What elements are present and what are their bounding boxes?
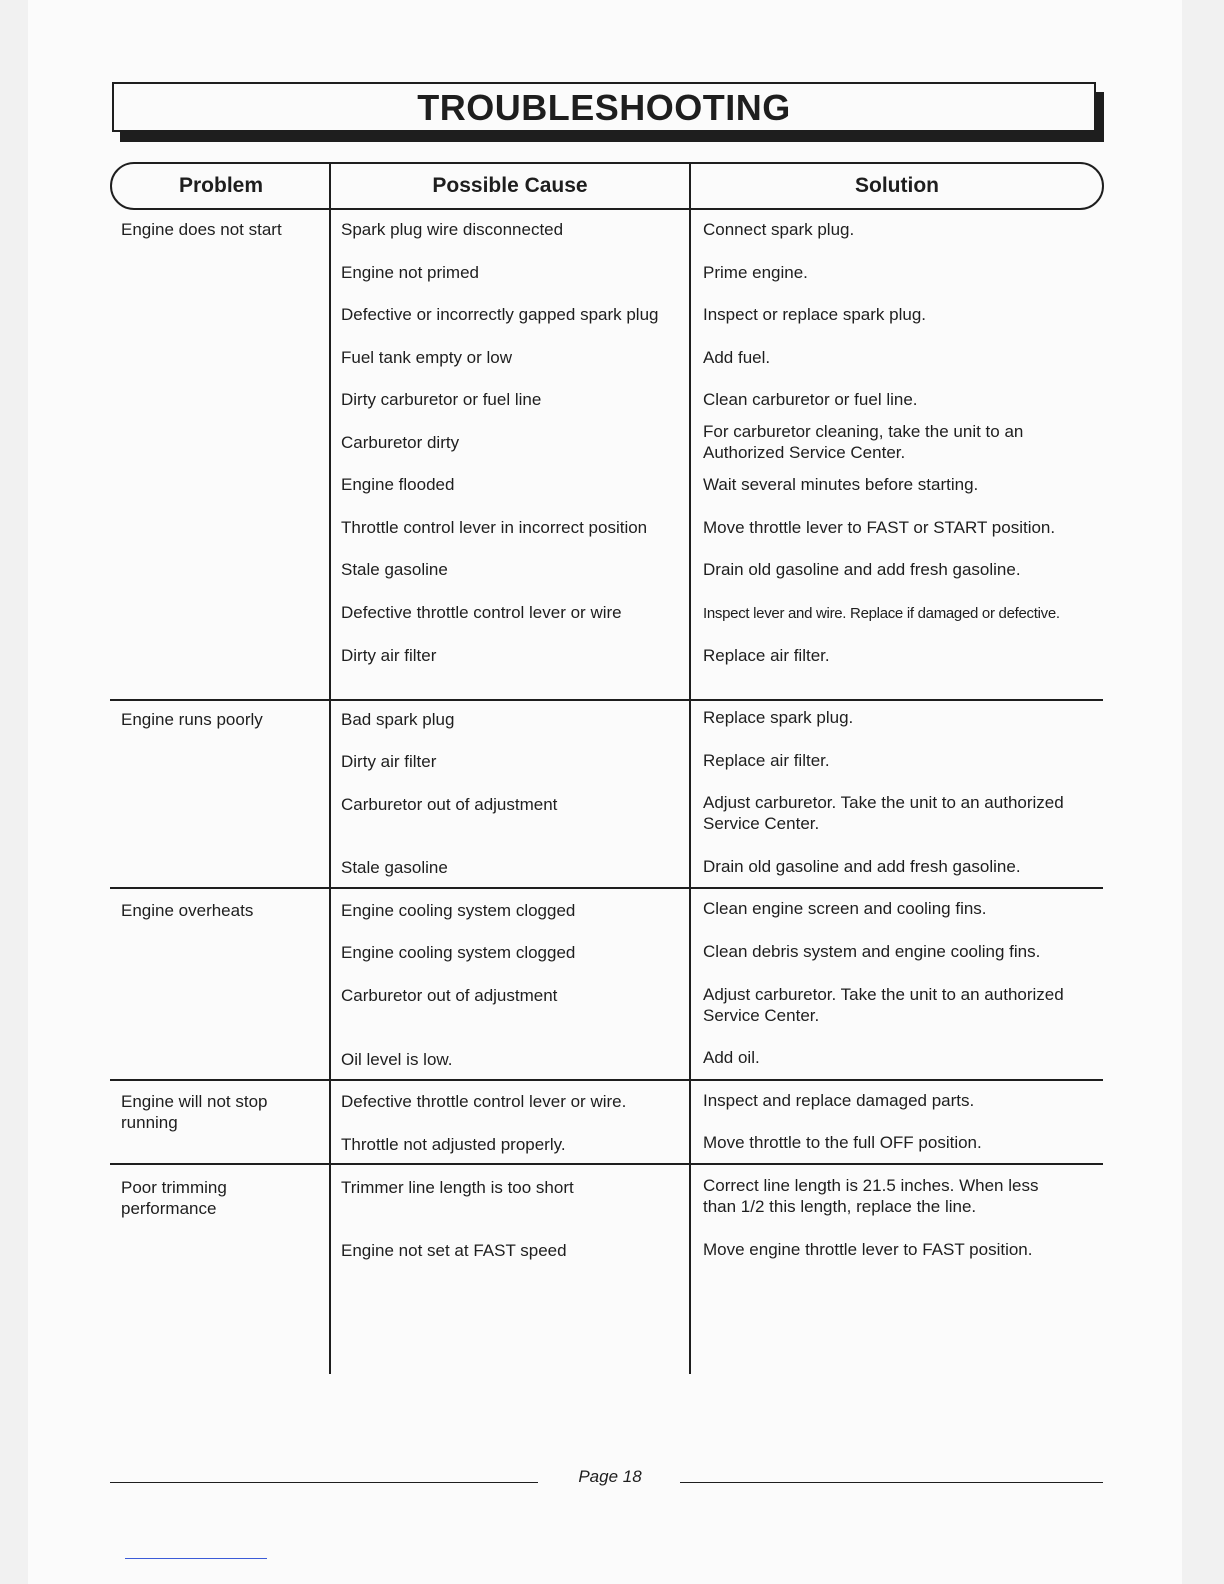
solution-text-continued: Service Center. — [703, 1006, 820, 1025]
scan-artifact-line — [125, 1558, 267, 1559]
title-box — [112, 82, 1096, 132]
problem-label-continued: running — [121, 1113, 178, 1132]
cause-text: Defective or incorrectly gapped spark plug — [341, 305, 659, 324]
solution-text: Move throttle to the full OFF position. — [703, 1133, 982, 1152]
solution-text: Replace spark plug. — [703, 708, 854, 727]
cause-text: Dirty air filter — [341, 752, 437, 771]
column-divider-1 — [329, 164, 331, 1374]
section-divider — [110, 1079, 1103, 1081]
header-problem: Problem — [178, 174, 264, 197]
solution-text: Clean engine screen and cooling fins. — [703, 899, 987, 918]
cause-text: Engine not set at FAST speed — [341, 1241, 567, 1260]
solution-text: Replace air filter. — [703, 646, 830, 665]
cause-text: Stale gasoline — [341, 560, 448, 579]
solution-text: Move engine throttle lever to FAST position. — [703, 1240, 1033, 1259]
section-divider — [110, 1163, 1103, 1165]
header-cause: Possible Cause — [432, 174, 588, 197]
problem-label: Engine does not start — [121, 220, 282, 239]
footer-rule-left — [110, 1482, 538, 1483]
solution-text: Drain old gasoline and add fresh gasoline. — [703, 857, 1021, 876]
solution-text: Drain old gasoline and add fresh gasoline. — [703, 560, 1021, 579]
cause-text: Carburetor dirty — [341, 433, 460, 452]
cause-text: Bad spark plug — [341, 710, 455, 729]
solution-text: Add oil. — [703, 1048, 760, 1067]
table-header — [110, 162, 1104, 210]
solution-text-continued: than 1/2 this length, replace the line. — [703, 1197, 977, 1216]
cause-text: Engine not primed — [341, 263, 479, 282]
cause-text: Oil level is low. — [341, 1050, 453, 1069]
cause-text: Dirty air filter — [341, 646, 437, 665]
cause-text: Stale gasoline — [341, 858, 448, 877]
solution-text: Clean debris system and engine cooling fins. — [703, 942, 1041, 961]
section-divider — [110, 699, 1103, 701]
problem-label: Engine will not stop — [121, 1092, 268, 1111]
header-solution: Solution — [855, 174, 939, 197]
cause-text: Trimmer line length is too short — [341, 1178, 574, 1197]
solution-text: Wait several minutes before starting. — [703, 475, 979, 494]
cause-text: Carburetor out of adjustment — [341, 795, 558, 814]
solution-text: For carburetor cleaning, take the unit to an — [703, 422, 1024, 441]
solution-text: Adjust carburetor. Take the unit to an authorized — [703, 985, 1064, 1004]
solution-text-continued: Authorized Service Center. — [703, 443, 906, 462]
solution-text: Replace air filter. — [703, 751, 830, 770]
section-divider — [110, 887, 1103, 889]
solution-text: Connect spark plug. — [703, 220, 855, 239]
solution-text-continued: Service Center. — [703, 814, 820, 833]
solution-text: Inspect lever and wire. Replace if damaged or defective. — [703, 605, 1060, 622]
problem-label-continued: performance — [121, 1199, 217, 1218]
problem-label: Poor trimming — [121, 1178, 227, 1197]
page-number: Page 18 — [578, 1467, 642, 1486]
cause-text: Engine cooling system clogged — [341, 901, 576, 920]
solution-text: Move throttle lever to FAST or START position. — [703, 518, 1056, 537]
cause-text: Throttle control lever in incorrect position — [341, 518, 648, 537]
solution-text: Add fuel. — [703, 348, 771, 367]
footer-rule-right — [680, 1482, 1103, 1483]
page-title: TROUBLESHOOTING — [417, 87, 791, 128]
column-divider-2 — [689, 164, 691, 1374]
cause-text: Engine flooded — [341, 475, 455, 494]
solution-text: Inspect or replace spark plug. — [703, 305, 927, 324]
cause-text: Spark plug wire disconnected — [341, 220, 564, 239]
cause-text: Fuel tank empty or low — [341, 348, 513, 367]
solution-text: Correct line length is 21.5 inches. When less — [703, 1176, 1039, 1195]
cause-text: Engine cooling system clogged — [341, 943, 576, 962]
problem-label: Engine overheats — [121, 901, 254, 920]
problem-label: Engine runs poorly — [121, 710, 263, 729]
cause-text: Dirty carburetor or fuel line — [341, 390, 542, 409]
cause-text: Defective throttle control lever or wire — [341, 603, 622, 622]
cause-text: Defective throttle control lever or wire. — [341, 1092, 627, 1111]
solution-text: Adjust carburetor. Take the unit to an authorized — [703, 793, 1064, 812]
cause-text: Carburetor out of adjustment — [341, 986, 558, 1005]
solution-text: Prime engine. — [703, 263, 808, 282]
cause-text: Throttle not adjusted properly. — [341, 1135, 566, 1154]
solution-text: Clean carburetor or fuel line. — [703, 390, 918, 409]
solution-text: Inspect and replace damaged parts. — [703, 1091, 975, 1110]
